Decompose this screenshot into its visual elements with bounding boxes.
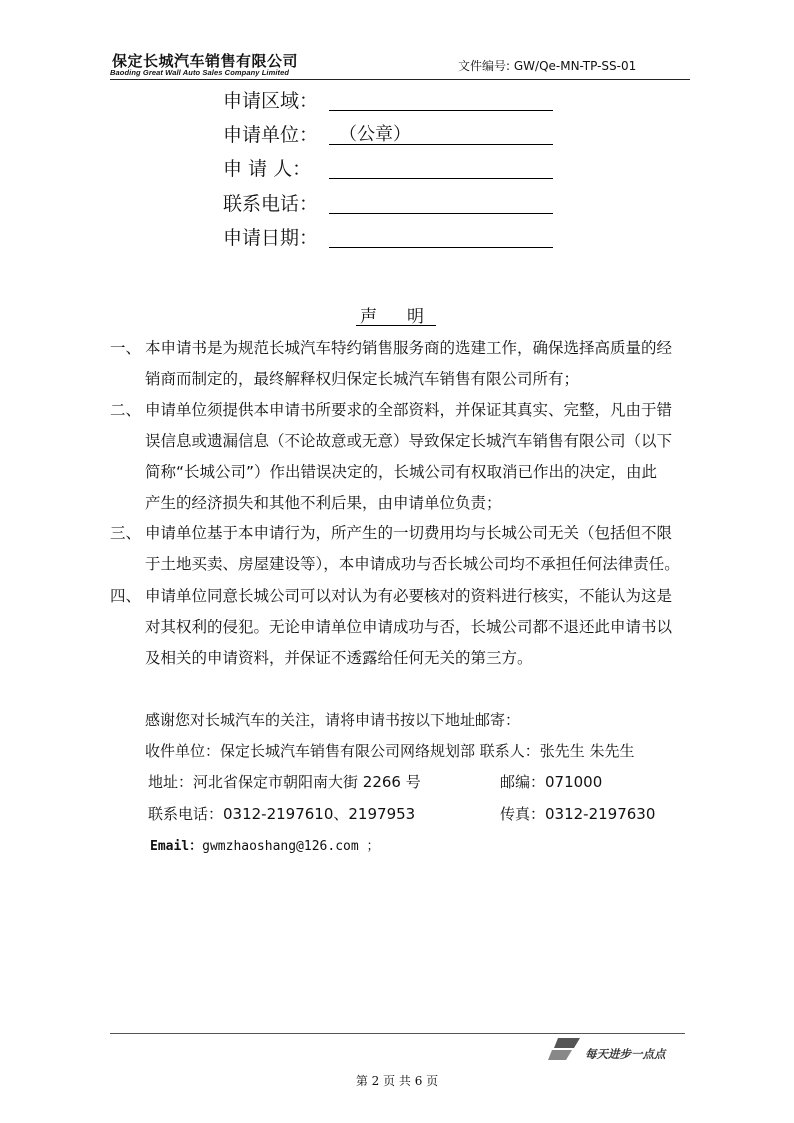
email-address[interactable]: gwmzhaoshang@126.com ； <box>202 839 380 854</box>
unit-input-line <box>329 144 553 145</box>
item-number: 一、 <box>110 339 142 357</box>
footer-divider <box>110 1033 685 1034</box>
declaration-title: 声明 <box>360 307 454 327</box>
postcode-line: 邮编：071000 <box>500 773 603 791</box>
item-line: 于土地买卖、房屋建设等），本申请成功与否长城公司均不承担任何法律责任。 <box>145 555 680 573</box>
page-number: 第 2 页 共 6 页 <box>355 1074 439 1088</box>
applicant-input-line <box>329 178 553 179</box>
item-number: 二、 <box>110 401 142 419</box>
applicant-label: 申 请 人： <box>223 158 312 180</box>
address-line: 地址：河北省保定市朝阳南大街 2266 号 <box>148 773 421 791</box>
region-label: 申请区域： <box>223 90 319 112</box>
item-line: 及相关的申请资料，并保证不透露给任何无关的第三方。 <box>145 649 533 667</box>
date-label: 申请日期： <box>223 227 319 249</box>
item-line: 简称“长城公司”）作出错误决定的，长城公司有权取消已作出的决定，由此 <box>145 463 658 481</box>
item-line: 申请单位同意长城公司可以对认为有必要核对的资料进行核实，不能认为这是 <box>145 587 673 605</box>
unit-value: （公章） <box>339 124 411 145</box>
document-number: 文件编号: GW/Qe-MN-TP-SS-01 <box>458 59 637 73</box>
fax-line: 传真：0312-2197630 <box>500 805 656 823</box>
item-line: 申请单位基于本申请行为，所产生的一切费用均与长城公司无关（包括但不限 <box>145 524 673 542</box>
item-number: 四、 <box>110 587 142 605</box>
slogan-mark-icon <box>548 1036 582 1062</box>
header-divider <box>110 79 690 80</box>
date-input-line <box>329 247 553 248</box>
footer-slogan: 每天进步一点点 <box>585 1047 666 1061</box>
thanks-note: 感谢您对长城汽车的关注，请将申请书按以下地址邮寄： <box>145 711 521 729</box>
region-input-line <box>329 110 553 111</box>
company-logo-cn: 保定长城汽车销售有限公司 <box>112 52 299 70</box>
item-line: 产生的经济损失和其他不利后果，由申请单位负责； <box>145 494 502 512</box>
company-logo-en: Baoding Great Wall Auto Sales Company Limited <box>110 68 290 77</box>
declaration-title-underline <box>356 325 436 326</box>
phone-input-line <box>329 213 553 214</box>
item-line: 本申请书是为规范长城汽车特约销售服务商的选建工作，确保选择高质量的经 <box>145 339 673 357</box>
item-line: 销商而制定的，最终解释权归保定长城汽车销售有限公司所有； <box>145 370 580 388</box>
phone-line: 联系电话：0312-2197610、2197953 <box>148 805 416 823</box>
item-line: 申请单位须提供本申请书所要求的全部资料，并保证其真实、完整，凡由于错 <box>145 401 673 419</box>
email-label: Email： <box>150 839 203 854</box>
item-number: 三、 <box>110 524 142 542</box>
email-row <box>150 835 380 854</box>
item-line: 对其权利的侵犯。无论申请单位申请成功与否，长城公司都不退还此申请书以 <box>145 618 673 636</box>
phone-label: 联系电话： <box>223 193 319 215</box>
unit-label: 申请单位： <box>223 124 319 146</box>
item-line: 误信息或遗漏信息（不论故意或无意）导致保定长城汽车销售有限公司（以下 <box>145 432 673 450</box>
recipient-line: 收件单位：保定长城汽车销售有限公司网络规划部 联系人：张先生 朱先生 <box>145 742 635 760</box>
